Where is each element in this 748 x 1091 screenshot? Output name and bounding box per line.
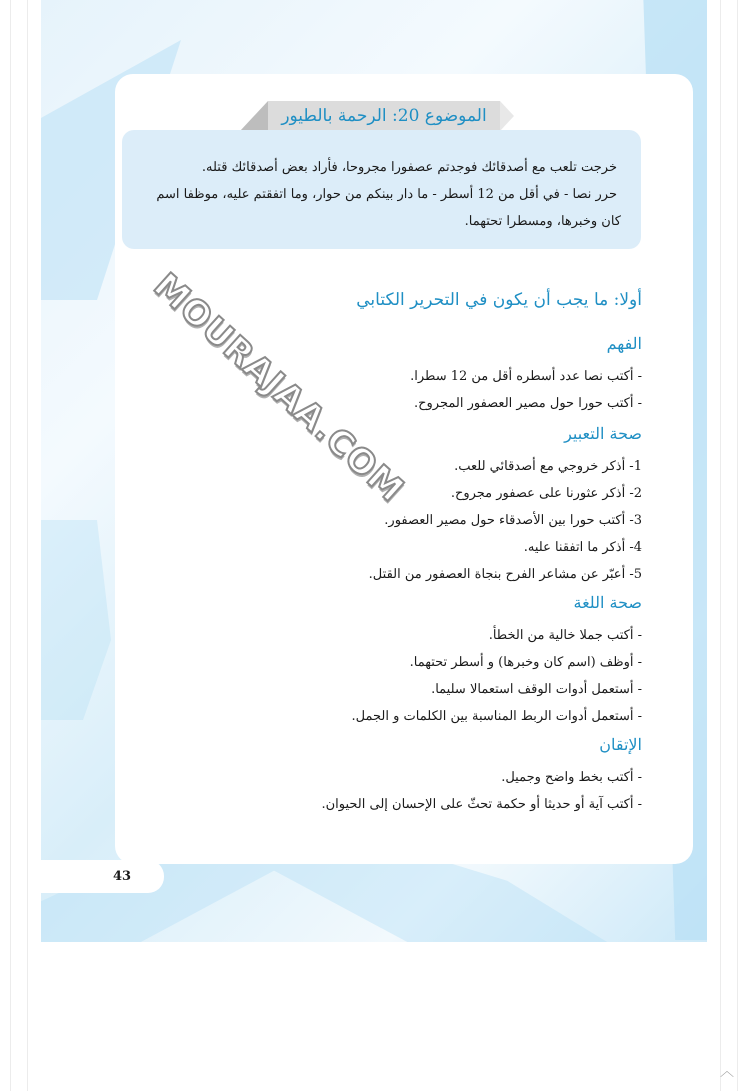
section-language [222,590,642,730]
list-item: - أكتب بخط واضح وجميل. [501,770,642,785]
list-item: 2- أذكر عثورنا على عصفور مجروح. [450,486,642,501]
section-comprehension [222,331,642,417]
list-item: 5- أعبّر عن مشاعر الفرح بنجاة العصفور من القتل. [368,567,642,582]
list-item: - أستعمل أدوات الربط المناسبة بين الكلمات و الجمل. [351,709,642,724]
list-item: 1- أذكر خروجي مع أصدقائي للعب. [454,459,642,474]
ribbon-left-fold [240,101,268,131]
page-number: 43 [113,869,132,884]
scroll-to-top-button[interactable] [716,1058,738,1084]
list-item: - أكتب جملا خالية من الخطأ. [488,628,642,643]
section-heading: صحة التعبير [564,424,642,443]
list-item: - أستعمل أدوات الوقف استعمالا سليما. [431,682,642,697]
ribbon-right-arrow [500,101,514,131]
topic-title: الموضوع 20: الرحمة بالطيور [281,106,487,126]
background-shard [41,520,111,720]
viewer-left-rail [10,0,11,1091]
section-heading: الفهم [606,334,642,353]
list-item: - أكتب نصا عدد أسطره أقل من 12 سطرا. [410,369,642,384]
viewer-right-rail-inner [720,0,721,1091]
watermark: MOURAJAA.COM [145,265,412,511]
chevron-up-icon: ︿ [720,1064,734,1080]
main-heading: أولا: ما يجب أن يكون في التحرير الكتابي [356,290,642,310]
list-item: - أوظف (اسم كان وخبرها) و أسطر تحتهما. [409,655,642,670]
viewer-left-rail-inner [27,0,28,1091]
writing-prompt-box [122,130,641,249]
prompt-line-1: خرجت تلعب مع أصدقائك فوجدتم عصفورا مجروحا، فأراد بعض أصدقائك قتله. [201,160,617,175]
section-expression [222,421,642,588]
list-item: - أكتب آية أو حديثا أو حكمة تحثّ على الإحسان إلى الحيوان. [321,797,642,812]
section-mastery [222,732,642,818]
prompt-line-2: حرر نصا - في أقل من 12 أسطر - ما دار بينكم من حوار، وما اتفقتم عليه، موظفا اسم كان وخبرها، ومسطرا تحتهما. [156,187,621,229]
topic-title-ribbon [238,101,536,131]
section-heading: الإتقان [599,735,642,754]
list-item: 4- أذكر ما اتفقنا عليه. [523,540,642,555]
viewer-right-rail [737,0,738,1091]
criteria-content [222,285,642,818]
list-item: 3- أكتب حورا بين الأصدقاء حول مصير العصفور. [384,513,642,528]
list-item: - أكتب حورا حول مصير العصفور المجروح. [414,396,642,411]
section-heading: صحة اللغة [573,593,642,612]
page-number-pill [41,860,164,893]
